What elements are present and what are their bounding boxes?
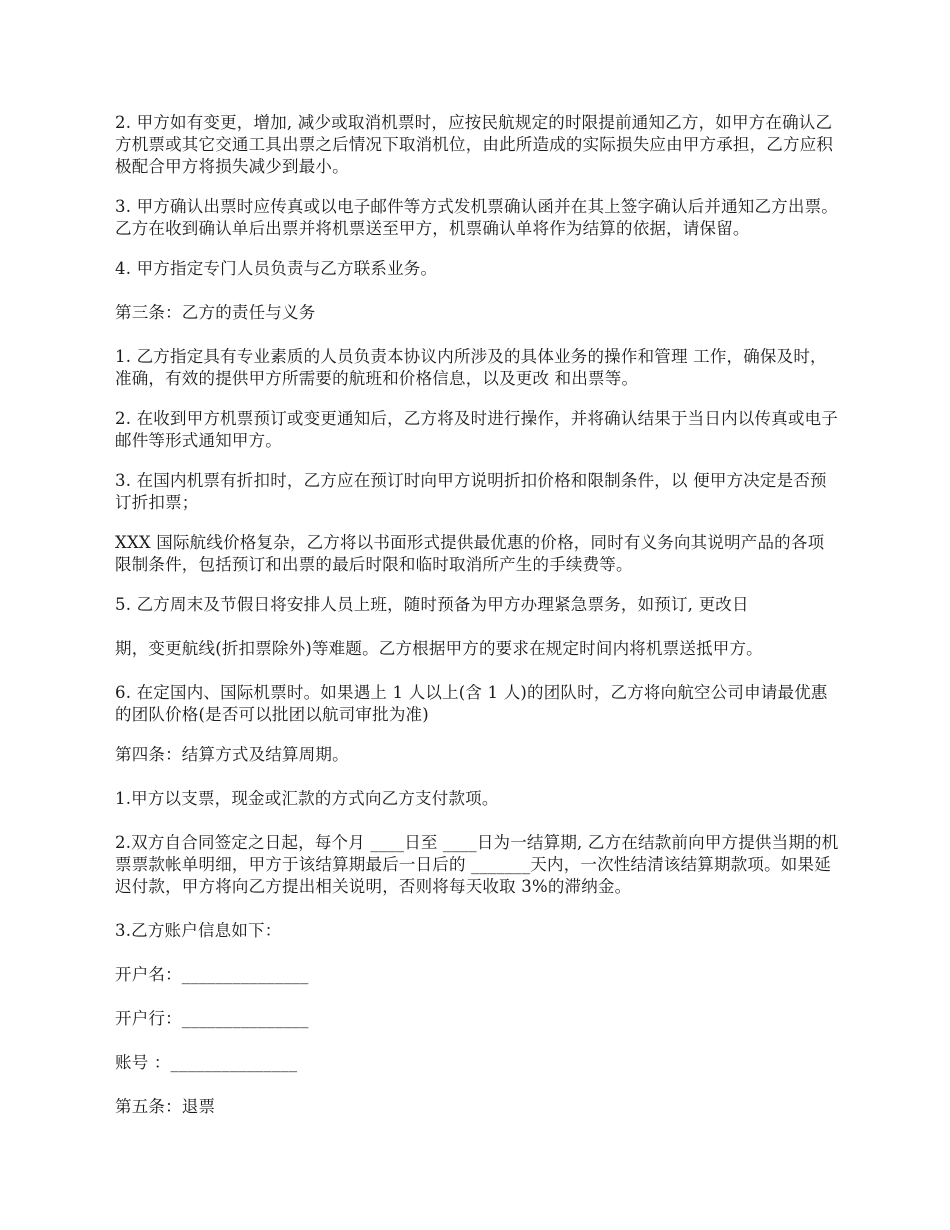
article-5-heading: 第五条：退票 [115,1097,216,1116]
clause-2-change-notice: 2. 甲方如有变更，增加, 减少或取消机票时，应按民航规定的时限提前通知乙方，如甲方在确认乙方机票或其它交通工具出票之后情况下取消机位，由此所造成的实际损失应由甲方承担，乙方应积极配合甲方将损失减少到最小。 [115,113,834,176]
article-3-item-5-line-2: 期，变更航线(折扣票除外)等难题。乙方根据甲方的要求在规定时间内将机票送抵甲方。 [115,639,763,658]
clause-4-contact-person: 4. 甲方指定专门人员负责与乙方联系业务。 [115,259,438,278]
account-name-field: 开户名：_______________ [115,965,309,984]
article-4-item-2: 2.双方自合同签定之日起，每个月 ____日至 ____日为一结算期, 乙方在结款前向甲方提供当期的机票票款帐单明细，甲方于该结算期最后一日后的 _______天内，一次性结清该结算期款项。如果延迟付款，甲方将向乙方提出相关说明，否则将每天收取 3%的滞纳金。 [115,833,839,896]
article-4-item-3: 3.乙方账户信息如下： [115,921,282,940]
article-3-item-2: 2. 在收到甲方机票预订或变更通知后，乙方将及时进行操作，并将确认结果于当日内以传真或电子邮件等形式通知甲方。 [115,409,838,450]
article-3-item-6: 6. 在定国内、国际机票时。如果遇上 1 人以上(含 1 人)的团队时，乙方将向航空公司申请最优惠的团队价格(是否可以批团以航司审批为准) [115,683,828,724]
article-3-item-3: 3. 在国内机票有折扣时，乙方应在预订时向甲方说明折扣价格和限制条件，以 便甲方决定是否预订折扣票； [115,471,827,512]
article-3-international-routes: XXX 国际航线价格复杂，乙方将以书面形式提供最优惠的价格，同时有义务向其说明产品的各项限制条件，包括预订和出票的最后时限和临时取消所产生的手续费等。 [115,533,825,574]
article-4-heading: 第四条：结算方式及结算周期。 [115,745,349,764]
article-4-item-1: 1.甲方以支票，现金或汇款的方式向乙方支付款项。 [115,789,499,808]
article-3-item-1: 1. 乙方指定具有专业素质的人员负责本协议内所涉及的具体业务的操作和管理 工作，确保及时，准确，有效的提供甲方所需要的航班和价格信息，以及更改 和出票等。 [115,347,827,388]
account-bank-field: 开户行：_______________ [115,1009,309,1028]
document-body [115,112,840,1140]
article-3-heading: 第三条：乙方的责任与义务 [115,303,316,322]
article-3-item-5-line-1: 5. 乙方周末及节假日将安排人员上班，随时预备为甲方办理紧急票务，如预订, 更改日 [115,595,749,614]
clause-3-ticket-confirmation: 3. 甲方确认出票时应传真或以电子邮件等方式发机票确认函并在其上签字确认后并通知乙方出票。乙方在收到确认单后出票并将机票送至甲方，机票确认单将作为结算的依据，请保留。 [115,197,838,238]
account-number-field: 账号 ：_______________ [115,1053,298,1072]
